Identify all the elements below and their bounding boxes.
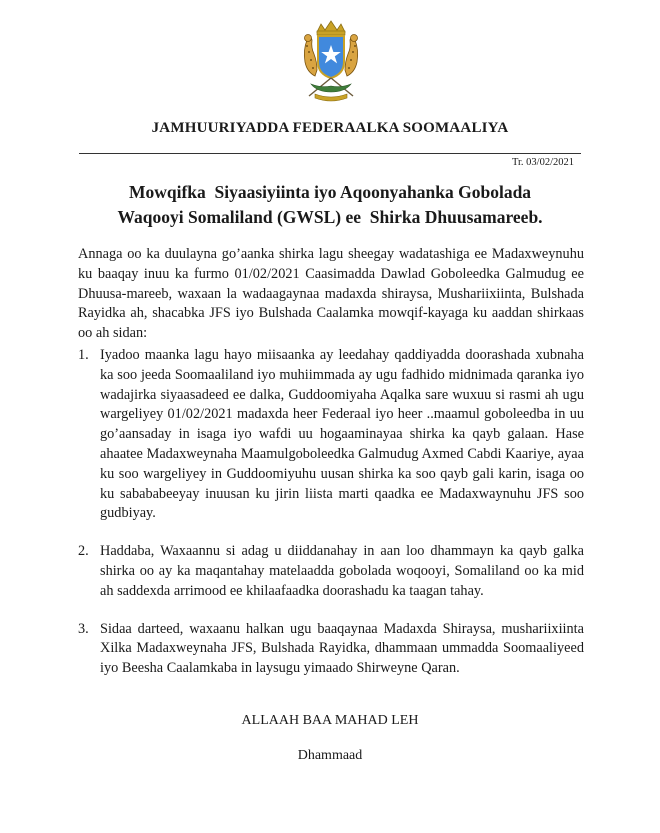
somalia-coat-of-arms-icon xyxy=(287,18,375,106)
list-item-text: Iyadoo maanka lagu hayo miisaanka ay leedahay qaddiyadda doorashada xubnaha ka soo jeeda Soomaaliland iyo muhiimmada ay ugu fadhido midnimada qaranka iyo wadajirka siyaasadeed ee dalka, Guddoomiyaha Aqalka sare wuxuu si rasmi ah ugu wargeliyey 01/02/2021 madaxda heer Federaal iyo heer ..maamul goboleedba in uu go’aansaday in isaga iyo wafdi uu hogaaminayaa shirka ka qayb galaan. Hase ahaatee Madaxweynaha Maamulgoboleedka Galmudug Axmed Cabdi Kaariye, ayaa ku soo wargeliyey in Guddoomiyuhu uusan shirka ka soo qayb gali karin, isaga oo ku sabababeeyay inuusan ku jirin liista marti qaadka ee Madaxwaynuhu JFS soo gudbiyay. xyxy=(100,347,584,522)
closing-end: Dhammaad xyxy=(297,748,363,763)
list-item xyxy=(78,542,584,601)
closing-blessing: ALLAAH BAA MAHAD LEH xyxy=(241,713,419,728)
list-item xyxy=(78,620,584,679)
list-item-text: Sidaa darteed, waxaanu halkan ugu baaqaynaa Madaxda Shiraysa, mushariixiinta Xilka Madaxweynaha JFS, Bulshada Rayidka, dhammaan ummadda Soomaaliyeed iyo Beesha Caalamkaba in laysugu yimaado Shirweyne Qaran. xyxy=(100,620,584,677)
reference-date: Tr. 03/02/2021 xyxy=(511,157,574,168)
list-item-number: 2. xyxy=(78,543,89,560)
points-list xyxy=(78,346,584,697)
list-item xyxy=(78,346,584,524)
document-title xyxy=(60,180,600,230)
intro-paragraph: Annaga oo ka duulayna go’aanka shirka lagu sheegay wadatashiga ee Madaxweynuhu ku baaqay inuu ka furmo 01/02/2021 Caasimadda Dawlad Goboleedka Galmudug ee Dhuusa-mareeb, waxaan la wadaagaynaa madaxda shiraysa, Mushariixiinta, Bulshada Rayidka ah, shacabka JFS iyo Bulshada Caalamka mowqif-kayaga ku aaddan shirkaas oo ah sidan: xyxy=(78,246,584,342)
title-line-1: Mowqifka Siyaasiyiinta iyo Aqoonyahanka Gobolada xyxy=(128,182,532,202)
list-item-text: Haddaba, Waxaannu si adag u diiddanahay in aan loo dhammayn ka qayb galka shirka oo ay ka maqantahay matelaadda gobolada woqooyi, Somaliland oo ka mid ah saddexda arrimood ee khilaafaadka doorashadu ka taagan tahay. xyxy=(100,543,584,599)
letterhead-divider xyxy=(79,153,581,154)
list-item-number: 1. xyxy=(78,347,89,363)
country-heading: JAMHUURIYADDA FEDERAALKA SOOMAALIYA xyxy=(151,120,509,136)
list-item-number: 3. xyxy=(78,620,89,637)
title-line-2: Waqooyi Somaliland (GWSL) ee Shirka Dhuusamareeb. xyxy=(117,207,543,227)
